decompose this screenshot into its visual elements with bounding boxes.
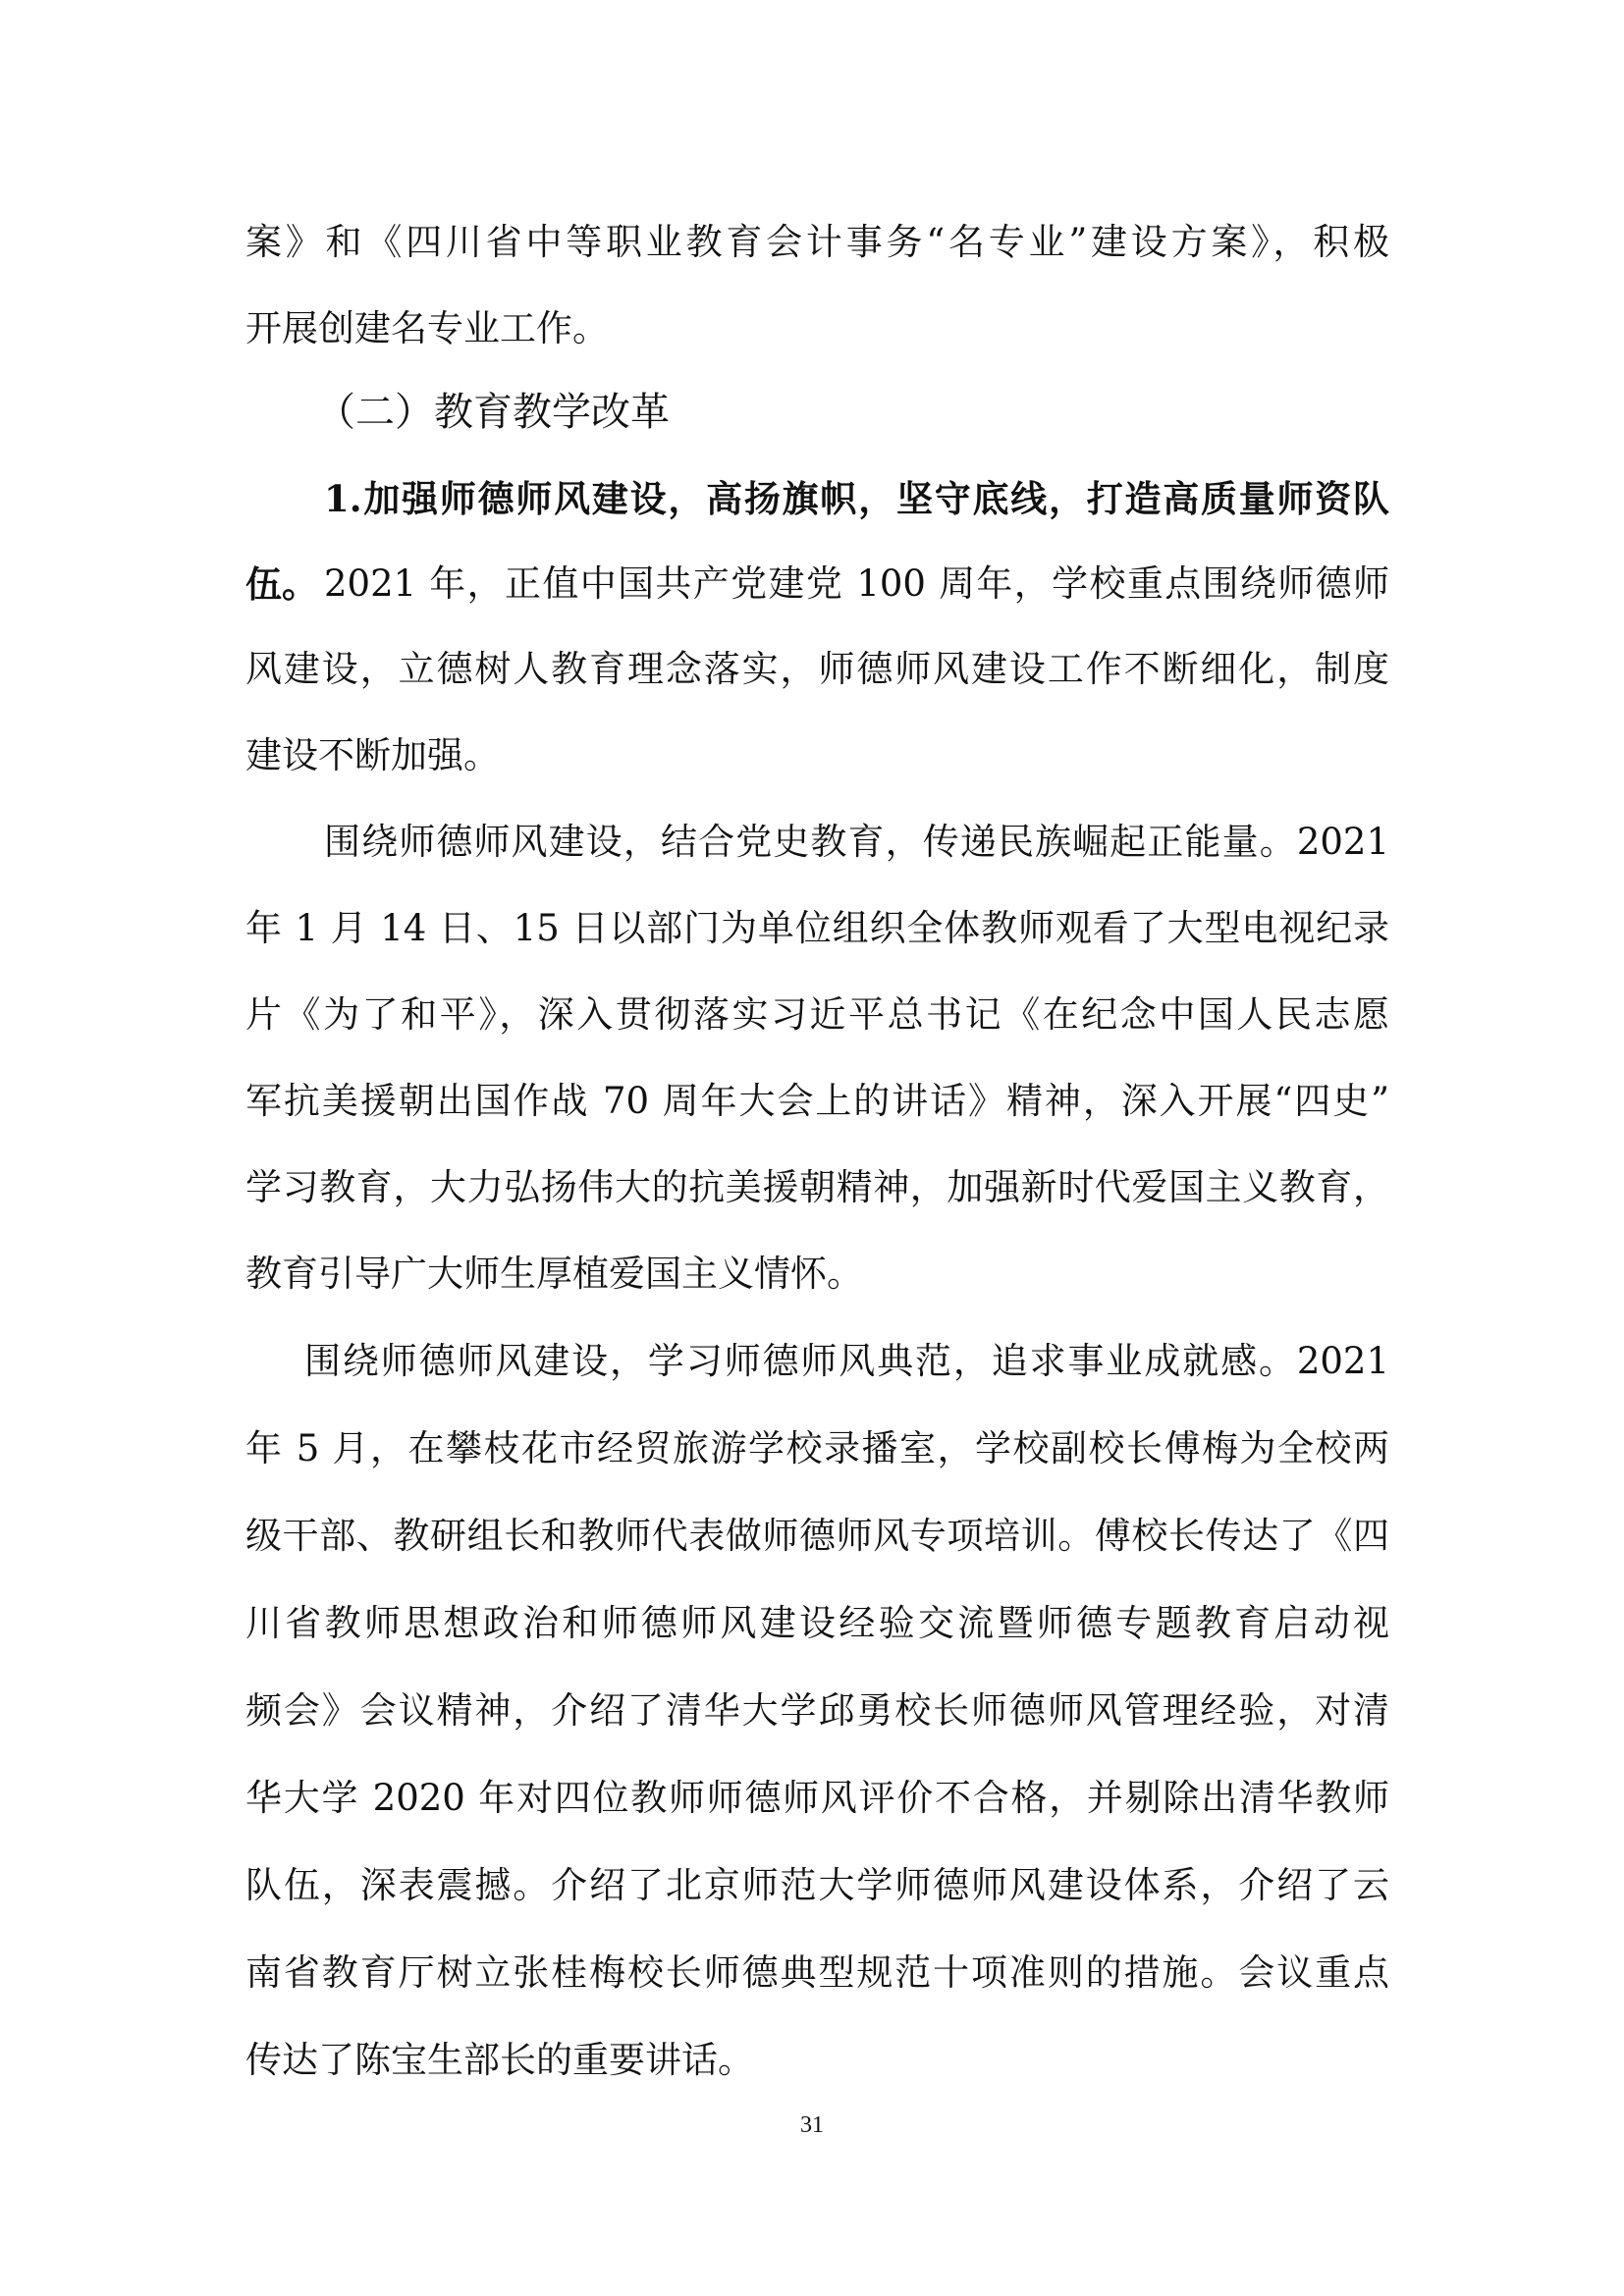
text-line: 年 5 月，在攀枝花市经贸旅游学校录播室，学校副校长傅梅为全校两 [245, 1427, 1389, 1469]
text-line: 风建设，立德树人教育理念落实，师德师风建设工作不断细化，制度 [245, 648, 1389, 690]
paragraph-line [0, 1250, 1624, 1299]
bold-lead-line [0, 474, 1624, 523]
paragraph-line [0, 1077, 1624, 1126]
paragraph-line [0, 645, 1624, 694]
page-number: 31 [800, 2112, 824, 2138]
text-line: 围绕师德师风建设，学习师德师风典范，追求事业成就感。2021 [304, 1340, 1389, 1382]
text-line: 片《为了和平》，深入贯彻落实习近平总书记《在纪念中国人民志愿 [245, 993, 1389, 1036]
text-line: 围绕师德师风建设，结合党史教育，传递民族崛起正能量。2021 [324, 821, 1389, 863]
paragraph-line [0, 1861, 1624, 1910]
paragraph-line [0, 1337, 1624, 1386]
text-line: 学习教育，大力弘扬伟大的抗美援朝精神，加强新时代爱国主义教育， [245, 1166, 1389, 1208]
paragraph-line [0, 990, 1624, 1040]
text-line: 传达了陈宝生部长的重要讲话。 [245, 2039, 754, 2081]
paragraph-line [0, 904, 1624, 953]
text-line: 军抗美援朝出国作战 70 周年大会上的讲话》精神，深入开展“四史” [245, 1080, 1389, 1122]
paragraph-line [0, 1424, 1624, 1473]
text-line: 华大学 2020 年对四位教师师德师风评价不合格，并剔除出清华教师 [245, 1777, 1389, 1819]
paragraph-line [0, 1599, 1624, 1648]
paragraph-line [0, 2036, 1624, 2085]
paragraph-line [0, 1949, 1624, 1998]
paragraph-line [0, 1512, 1624, 1561]
paragraph-line [0, 1163, 1624, 1212]
section-heading [0, 388, 1624, 437]
paragraph-line [0, 560, 1624, 609]
text-line: 频会》会议精神，介绍了清华大学邱勇校长师德师风管理经验，对清 [245, 1689, 1389, 1732]
paragraph-line [0, 1686, 1624, 1735]
section-heading-text: （二）教育教学改革 [316, 390, 670, 435]
text-line: 南省教育厅树立张桂梅校长师德典型规范十项准则的措施。会议重点 [245, 1951, 1389, 1994]
text-line: 队伍，深表震撼。介绍了北京师范大学师德师风建设体系，介绍了云 [245, 1864, 1389, 1906]
paragraph-line [0, 1774, 1624, 1823]
bold-text-fragment: 伍。 [245, 562, 318, 606]
text-line: 建设不断加强。 [245, 734, 500, 776]
paragraph-line [0, 304, 1624, 353]
text-line: 2021 年，正值中国共产党建党 100 周年，学校重点围绕师德师 [324, 562, 1389, 605]
text-line: 级干部、教研组长和教师代表做师德师风专项培训。傅校长传达了《四 [245, 1515, 1389, 1557]
paragraph-line [0, 818, 1624, 867]
text-line: 案》和《四川省中等职业教育会计事务“名专业”建设方案》，积极 [245, 221, 1389, 263]
text-line: 年 1 月 14 日、15 日以部门为单位组织全体教师观看了大型电视纪录 [245, 907, 1389, 949]
text-line: 开展创建名专业工作。 [245, 307, 609, 349]
paragraph-line [0, 731, 1624, 780]
paragraph-line [0, 218, 1624, 267]
text-line: 教育引导广大师生厚植爱国主义情怀。 [245, 1253, 863, 1295]
text-line: 川省教师思想政治和师德师风建设经验交流暨师德专题教育启动视 [245, 1602, 1389, 1644]
text-line: 1.加强师德师风建设，高扬旗帜，坚守底线，打造高质量师资队 [324, 477, 1389, 520]
